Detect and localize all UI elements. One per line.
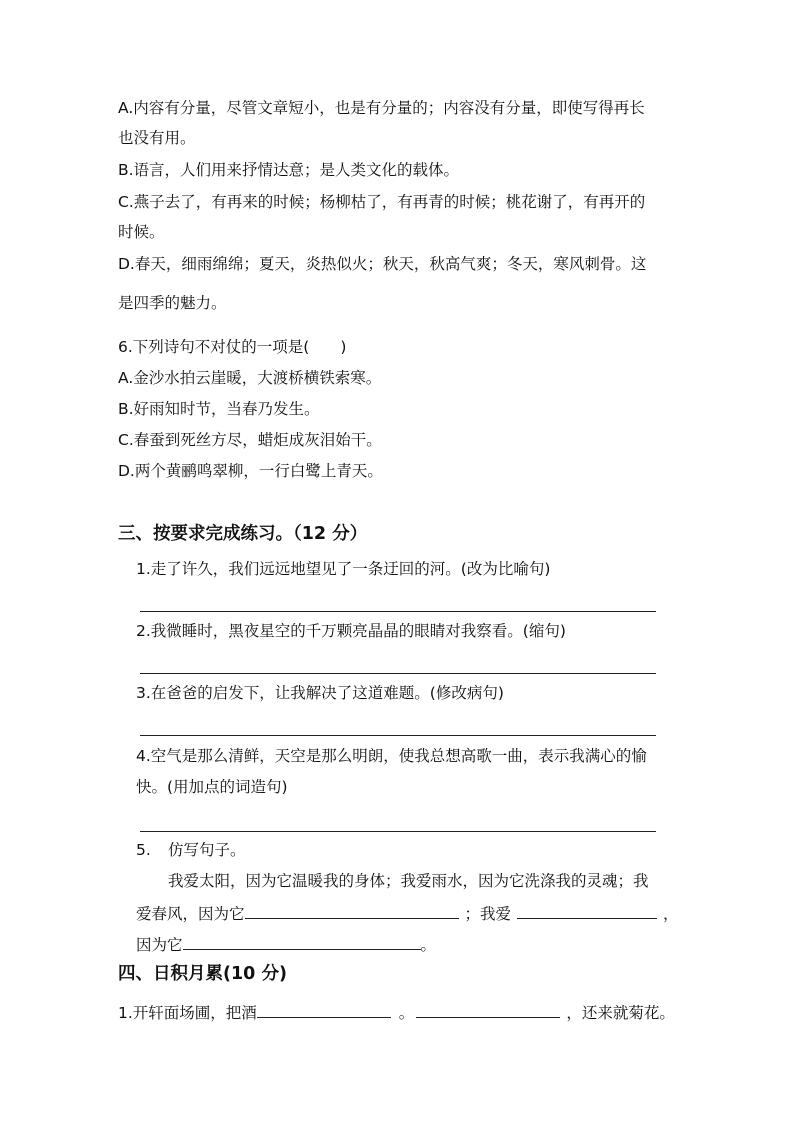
s3-q5-label: 仿写句子。 [168, 841, 246, 859]
s3-q5-line2-mid: ；我爱 [464, 905, 512, 923]
s4-q1-suffix: ，还来就菊花。 [566, 1004, 675, 1022]
s3-q2-answer-line[interactable] [140, 673, 656, 674]
s4-q1-blank1[interactable] [257, 1001, 391, 1018]
s3-q5-blank2[interactable] [517, 902, 657, 919]
s4-q1 [118, 1001, 675, 1023]
s3-q5-blank3[interactable] [183, 933, 421, 950]
s3-q5-number: 5. [136, 841, 151, 859]
q5-option-a-line2: 也没有用。 [118, 129, 196, 147]
s3-q4-line2: 快。(用加点的词造句) [136, 778, 288, 796]
q5-option-c-line1: C.燕子去了，有再来的时候；杨柳枯了，有再青的时候；桃花谢了，有再开的 [118, 193, 646, 211]
s3-q5-line2 [136, 902, 679, 924]
q6-stem: 6.下列诗句不对仗的一项是( ) [118, 338, 347, 356]
q6-option-d: D.两个黄鹂鸣翠柳，一行白鹭上青天。 [118, 462, 383, 480]
q5-option-a-line1: A.内容有分量，尽管文章短小，也是有分量的；内容没有分量，即使写得再长 [118, 99, 645, 117]
s3-q4-answer-line[interactable] [140, 831, 656, 832]
s4-q1-prefix: 1.开轩面场圃，把酒 [118, 1004, 257, 1022]
section4-title: 四、日积月累(10 分) [118, 964, 287, 984]
s3-q2: 2.我微睡时，黑夜星空的千万颗亮晶晶的眼睛对我察看。(缩句) [136, 622, 566, 640]
q6-option-c: C.春蚕到死丝方尽，蜡炬成灰泪始干。 [118, 431, 382, 449]
section3-title: 三、按要求完成练习。（12 分） [118, 524, 368, 544]
q5-option-c-line2: 时候。 [118, 223, 165, 241]
s3-q5-line3-end: 。 [420, 936, 437, 954]
s4-q1-period: 。 [398, 1004, 415, 1022]
s3-q3-answer-line[interactable] [140, 735, 656, 736]
s3-q5-line2-comma: ， [663, 905, 679, 923]
s3-q5-line2-prefix: 爱春风，因为它 [136, 905, 245, 923]
s3-q1-answer-line[interactable] [140, 611, 656, 612]
s3-q4-line1: 4.空气是那么清鲜，天空是那么明朗，使我总想高歌一曲，表示我满心的愉 [136, 747, 647, 765]
q5-option-b: B.语言，人们用来抒情达意；是人类文化的载体。 [118, 161, 460, 179]
s3-q5-blank1[interactable] [245, 902, 459, 919]
s3-q3: 3.在爸爸的启发下，让我解决了这道难题。(修改病句) [136, 684, 504, 702]
s3-q5-line3-prefix: 因为它 [136, 936, 183, 954]
q5-option-d-line1: D.春天，细雨绵绵；夏天，炎热似火；秋天，秋高气爽；冬天，寒风刺骨。这 [118, 255, 647, 273]
q5-option-d-line2: 是四季的魅力。 [118, 294, 227, 312]
s3-q1: 1.走了许久，我们远远地望见了一条迂回的河。(改为比喻句) [136, 560, 551, 578]
s4-q1-blank2[interactable] [416, 1001, 560, 1018]
s3-q5-line3 [136, 933, 436, 955]
s3-q5-line1: 我爱太阳，因为它温暖我的身体；我爱雨水，因为它洗涤我的灵魂；我 [168, 872, 649, 890]
q6-option-b: B.好雨知时节，当春乃发生。 [118, 400, 320, 418]
q6-option-a: A.金沙水拍云崖暖，大渡桥横铁索寒。 [118, 369, 382, 387]
